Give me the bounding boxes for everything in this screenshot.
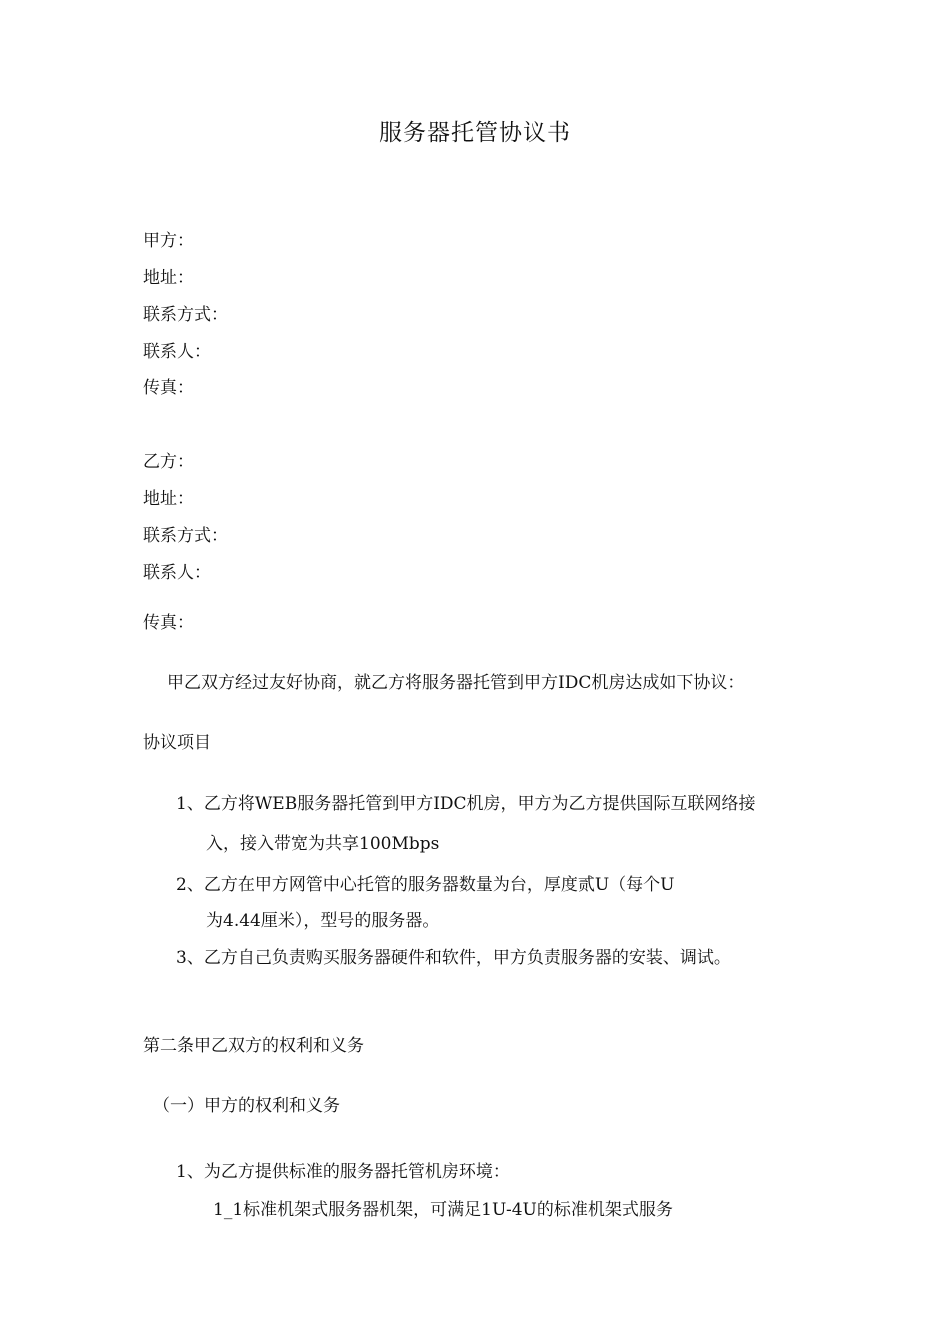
item-1-line-1: 1、乙方将WEB服务器托管到甲方IDC机房，甲方为乙方提供国际互联网络接	[176, 794, 756, 814]
sub-section-1-heading: （一）甲方的权利和义务	[153, 1096, 340, 1116]
intro-paragraph: 甲乙双方经过友好协商，就乙方将服务器托管到甲方IDC机房达成如下协议：	[167, 673, 745, 693]
party-a-contact-method-label: 联系方式：	[143, 305, 228, 325]
party-b-address-label: 地址：	[143, 489, 194, 509]
document-title: 服务器托管协议书	[379, 120, 571, 146]
party-a-address-label: 地址：	[143, 268, 194, 288]
item-2-line-2: 为4.44厘米），型号的服务器。	[206, 911, 440, 931]
sub-1-item-1: 1、为乙方提供标准的服务器托管机房环境：	[176, 1162, 510, 1182]
party-b-name-label: 乙方：	[143, 452, 194, 472]
item-1-line-2: 入，接入带宽为共享100Mbps	[206, 834, 440, 854]
party-a-name-label: 甲方：	[143, 231, 194, 251]
item-3-line-1: 3、乙方自己负责购买服务器硬件和软件，甲方负责服务器的安装、调试。	[176, 948, 731, 968]
party-b-fax-label: 传真：	[143, 613, 194, 633]
section-items-heading: 协议项目	[143, 733, 211, 753]
item-2-line-1: 2、乙方在甲方网管中心托管的服务器数量为台，厚度贰U（每个U	[176, 875, 675, 895]
article-2-heading: 第二条甲乙双方的权利和义务	[143, 1036, 364, 1056]
party-b-contact-person-label: 联系人：	[143, 563, 211, 583]
party-a-fax-label: 传真：	[143, 378, 194, 398]
party-a-contact-person-label: 联系人：	[143, 342, 211, 362]
party-b-contact-method-label: 联系方式：	[143, 526, 228, 546]
sub-1-item-1-1: 1_1标准机架式服务器机架，可满足1U-4U的标准机架式服务	[213, 1200, 673, 1220]
